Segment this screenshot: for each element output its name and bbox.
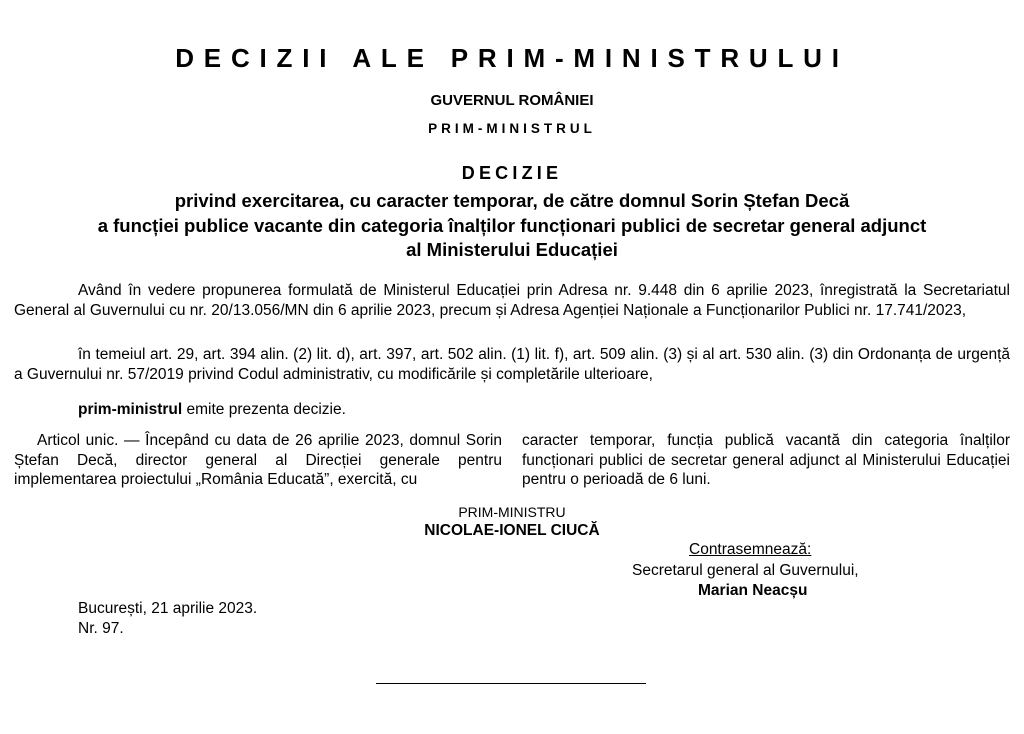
separator-line bbox=[376, 683, 646, 684]
decision-title-line: al Ministerului Educației bbox=[406, 239, 618, 260]
preamble-paragraph-2 bbox=[14, 345, 1010, 384]
place-and-date: București, 21 aprilie 2023. bbox=[78, 600, 258, 617]
legal-basis-text: în temeiul art. 29, art. 394 alin. (2) lit. d), art. 397, art. 502 alin. (1) lit. f), art. 509 alin. (3) și al art. 530 alin. (3) din Ordonanța de urgență a Guvernului nr. 57/2019 privind Codul administrativ, cu modificările și completările ulterioare, bbox=[14, 346, 1010, 383]
countersign-name: Marian Neacșu bbox=[698, 582, 808, 599]
article-text-left: Articol unic. — Începând cu data de 26 aprilie 2023, domnul Sorin Ștefan Decă, director general al Direcției generale pentru implementarea proiectului „România Educată”, exercită, cu bbox=[14, 432, 502, 488]
enacting-text: emite prezenta decizie. bbox=[182, 401, 346, 418]
enacting-formula bbox=[78, 401, 346, 419]
decision-title bbox=[0, 189, 1024, 263]
preamble-paragraph-1 bbox=[14, 281, 1010, 320]
decision-heading: DECIZIE bbox=[461, 163, 563, 183]
issuer-name: GUVERNUL ROMÂNIEI bbox=[430, 92, 594, 109]
signatory-title: PRIM-MINISTRU bbox=[458, 504, 566, 520]
issuer-office: PRIM-MINISTRUL bbox=[428, 121, 596, 136]
article-right-column: caracter temporar, funcția publică vacantă din categoria înalților funcționari publici de secretar general adjunct al Ministerului Educației pentru o perioadă de 6 luni. bbox=[522, 432, 1010, 488]
section-title: DECIZII ALE PRIM-MINISTRULUI bbox=[175, 43, 849, 73]
countersign-role: Secretarul general al Guvernului, bbox=[632, 562, 859, 579]
article-left-column bbox=[14, 431, 502, 490]
decision-number: Nr. 97. bbox=[78, 620, 124, 637]
countersign-label: Contrasemnează: bbox=[689, 541, 812, 558]
prime-minister-keyword: prim-ministrul bbox=[78, 401, 183, 418]
preamble-text: Având în vedere propunerea formulată de Ministerul Educației prin Adresa nr. 9.448 din 6 aprilie 2023, înregistrată la Secretariatul General al Guvernului cu nr. 20/13.056/MN din 6 aprilie 2023, precum și Adresa Agenției Naționale a Funcționarilor Publici nr. 17.741/2023, bbox=[14, 282, 1010, 319]
signatory-name: NICOLAE-IONEL CIUCĂ bbox=[424, 522, 600, 539]
decision-title-line: a funcției publice vacante din categoria înalților funcționari publici de secretar general adjunct bbox=[97, 214, 927, 236]
decision-title-line: privind exercitarea, cu caracter temporar, de către domnul Sorin Ștefan Decă bbox=[174, 190, 850, 211]
